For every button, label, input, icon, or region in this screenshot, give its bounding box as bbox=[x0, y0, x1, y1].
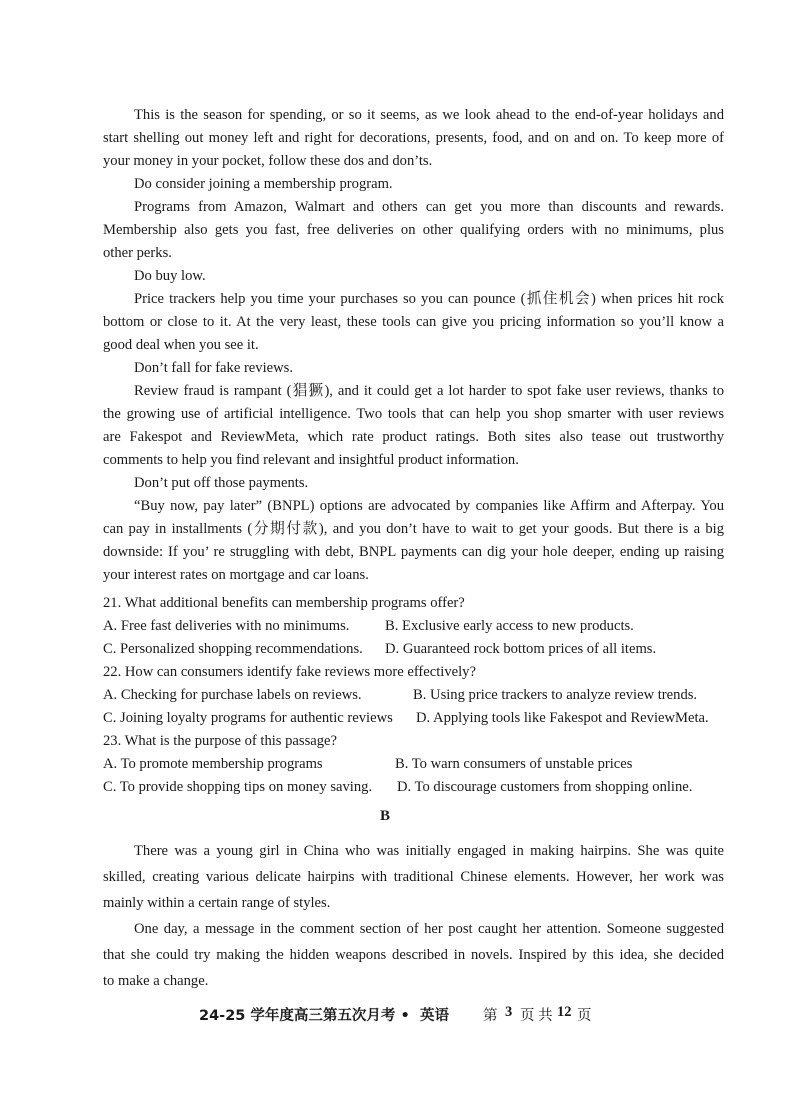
question-22-option-a[interactable]: A. Checking for purchase labels on reviews. bbox=[103, 687, 362, 703]
question-23-option-c[interactable]: C. To provide shopping tips on money saving. bbox=[103, 779, 373, 795]
passage-line: are Fakespot and ReviewMeta, which rate product ratings. Both sites also tease out trustworthy bbox=[103, 429, 724, 445]
passage-line: comments to help you find relevant and insightful product information. bbox=[103, 452, 519, 468]
passage-line: Review fraud is rampant (猖獗), and it could get a lot harder to spot fake user reviews, thanks to bbox=[134, 383, 724, 399]
question-21-option-d[interactable]: D. Guaranteed rock bottom prices of all items. bbox=[385, 641, 657, 657]
question-23-stem: 23. What is the purpose of this passage? bbox=[103, 733, 337, 749]
passage-line: One day, a message in the comment section of her post caught her attention. Someone suggested bbox=[134, 921, 724, 937]
passage-line: the growing use of artificial intelligence. Two tools that can help you shop smarter with user reviews bbox=[103, 406, 724, 422]
passage-line: “Buy now, pay later” (BNPL) options are advocated by companies like Affirm and Afterpay. You bbox=[134, 498, 724, 514]
question-22-option-c[interactable]: C. Joining loyalty programs for authentic reviews bbox=[103, 710, 393, 726]
page-number: 3 bbox=[505, 1004, 513, 1020]
passage-line: Price trackers help you time your purchases so you can pounce (抓住机会) when prices hit rock bbox=[134, 291, 724, 307]
section-b-heading: B bbox=[380, 808, 391, 824]
question-21-option-a[interactable]: A. Free fast deliveries with no minimums. bbox=[103, 618, 350, 634]
passage-line: There was a young girl in China who was initially engaged in making hairpins. She was quite bbox=[134, 843, 724, 859]
passage-line: can pay in installments (分期付款), and you don’t have to wait to get your goods. But there is a big bbox=[103, 521, 724, 537]
question-22-option-b[interactable]: B. Using price trackers to analyze review trends. bbox=[413, 687, 698, 703]
question-23-option-d[interactable]: D. To discourage customers from shopping online. bbox=[397, 779, 693, 795]
subheading-line: Do consider joining a membership program. bbox=[134, 176, 393, 192]
question-23-option-a[interactable]: A. To promote membership programs bbox=[103, 756, 323, 772]
subheading-line: Don’t put off those payments. bbox=[134, 475, 309, 491]
question-21-option-b[interactable]: B. Exclusive early access to new products. bbox=[385, 618, 634, 634]
subheading-line: Don’t fall for fake reviews. bbox=[134, 360, 293, 376]
question-22-stem: 22. How can consumers identify fake reviews more effectively? bbox=[103, 664, 476, 680]
page-footer bbox=[0, 1004, 806, 1026]
page-total: 12 bbox=[557, 1004, 572, 1020]
question-22-option-d[interactable]: D. Applying tools like Fakespot and ReviewMeta. bbox=[416, 710, 709, 726]
question-21-option-c[interactable]: C. Personalized shopping recommendations. bbox=[103, 641, 363, 657]
passage-line: bottom or close to it. At the very least, these tools can give you pricing information so you’ll know a bbox=[103, 314, 724, 330]
page-mid: 页 共 bbox=[520, 1008, 553, 1024]
page-prefix: 第 bbox=[483, 1008, 498, 1024]
passage-line: downside: If you’ re struggling with debt, BNPL payments can dig your hole deeper, ending up raising bbox=[103, 544, 724, 560]
question-21-stem: 21. What additional benefits can membership programs offer? bbox=[103, 595, 465, 611]
passage-line: Programs from Amazon, Walmart and others can get you more than discounts and rewards. bbox=[134, 199, 724, 215]
exam-title: 24-25 学年度高三第五次月考 • bbox=[199, 1008, 410, 1024]
passage-line: to make a change. bbox=[103, 973, 209, 989]
passage-line: This is the season for spending, or so it seems, as we look ahead to the end-of-year holidays and bbox=[134, 107, 724, 123]
passage-line: mainly within a certain range of styles. bbox=[103, 895, 331, 911]
passage-line: good deal when you see it. bbox=[103, 337, 259, 353]
passage-line: your interest rates on mortgage and car loans. bbox=[103, 567, 369, 583]
passage-line: start shelling out money left and right for decorations, presents, food, and on and on. To keep more of bbox=[103, 130, 724, 146]
passage-line: Membership also gets you fast, free deliveries on other qualifying orders with no minimums, plus bbox=[103, 222, 724, 238]
question-23-option-b[interactable]: B. To warn consumers of unstable prices bbox=[395, 756, 633, 772]
subject-label: 英语 bbox=[420, 1008, 449, 1024]
passage-line: that she could try making the hidden weapons described in novels. Inspired by this idea, she decided bbox=[103, 947, 724, 963]
passage-line: your money in your pocket, follow these dos and don’ts. bbox=[103, 153, 433, 169]
passage-line: other perks. bbox=[103, 245, 172, 261]
page-suffix: 页 bbox=[577, 1008, 592, 1024]
subheading-line: Do buy low. bbox=[134, 268, 206, 284]
passage-line: skilled, creating various delicate hairpins with traditional Chinese elements. However, her work was bbox=[103, 869, 724, 885]
